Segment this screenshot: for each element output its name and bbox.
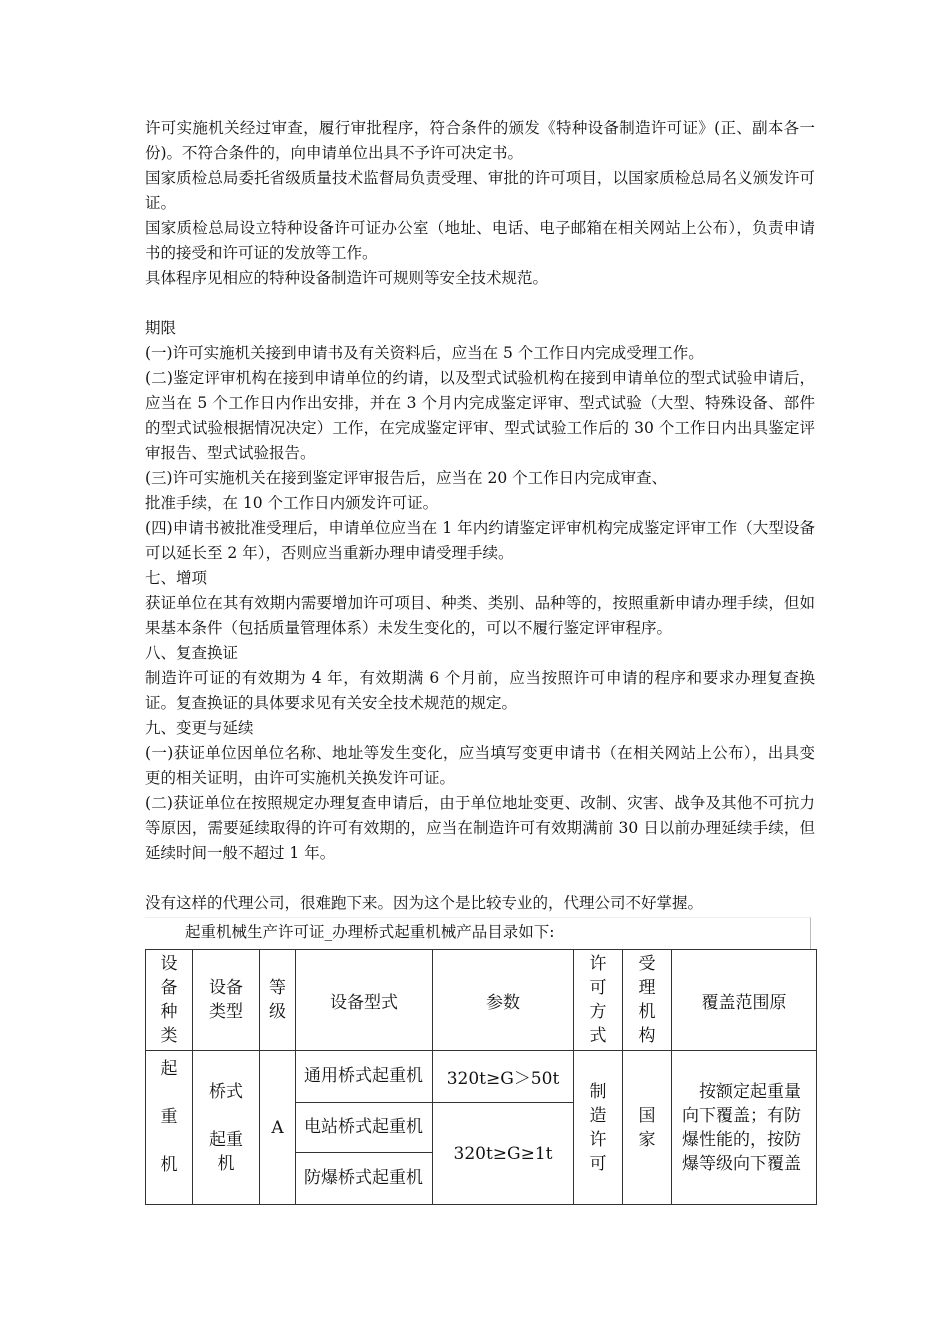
cell-permit: 制 造 许 可 [574,1051,623,1205]
header-agency: 受 理 机 构 [623,950,672,1051]
paragraph: 国家质检总局设立特种设备许可证办公室（地址、电话、电子邮箱在相关网站上公布），负责申请书的接受和许可证的发放等工作。 [145,219,815,262]
paragraph: 具体程序见相应的特种设备制造许可规则等安全技术规范。 [145,269,549,287]
paragraph: (二)获证单位在按照规定办理复查申请后，由于单位地址变更、改制、灾害、战争及其他不可抗力等原因，需要延续取得的许可有效期的，应当在制造许可有效期满前 30 日以前办理延续手续，但延续时间一般不超过 1 年。 [145,794,815,862]
header-type: 设备 类型 [193,950,260,1051]
cell-grade: A [260,1051,296,1205]
header-grade: 等 级 [260,950,296,1051]
paragraph: (三)许可实施机关在接到鉴定评审报告后，应当在 20 个工作日内完成审查、 [145,469,668,487]
table-header-row [146,950,817,1051]
paragraph: 国家质检总局委托省级质量技术监督局负责受理、审批的许可项目，以国家质检总局名义颁发许可证。 [145,169,815,212]
header-param: 参数 [433,950,574,1051]
paragraph: 制造许可证的有效期为 4 年，有效期满 6 个月前，应当按照许可申请的程序和要求办理复查换证。复查换证的具体要求见有关安全技术规范的规定。 [145,669,815,712]
cell-param: 320t≥G≥1t [433,1103,574,1205]
paragraph: 批准手续，在 10 个工作日内颁发许可证。 [145,494,439,512]
section-heading: 七、增项 [145,569,208,587]
paragraph: (一)许可实施机关接到申请书及有关资料后，应当在 5 个工作日内完成受理工作。 [145,344,704,362]
document-body [145,116,815,916]
section-heading: 期限 [145,319,177,337]
cell-model: 电站桥式起重机 [296,1103,433,1153]
cell-category: 起 重 机 [146,1051,193,1205]
paragraph: 没有这样的代理公司，很难跑下来。因为这个是比较专业的，代理公司不好掌握。 [145,894,704,912]
header-scope: 覆盖范围原 [672,950,817,1051]
header-permit: 许 可 方 式 [574,950,623,1051]
paragraph: (一)获证单位因单位名称、地址等发生变化，应当填写变更申请书（在相关网站上公布），出具变更的相关证明，由许可实施机关换发许可证。 [145,744,815,787]
cell-agency: 国 家 [623,1051,672,1205]
cell-type: 桥式 起重 机 [193,1051,260,1205]
cell-model: 防爆桥式起重机 [296,1153,433,1205]
table-row [146,1051,817,1103]
header-category: 设 备 种 类 [146,950,193,1051]
section-heading: 八、复查换证 [145,644,239,662]
paragraph: (二)鉴定评审机构在接到申请单位的约请，以及型式试验机构在接到申请单位的型式试验申请后，应当在 5 个工作日内作出安排，并在 3 个月内完成鉴定评审、型式试验（大型、特殊设备、部件的型式试验根据情况决定）工作，在完成鉴定评审、型式试验工作后的 30 个工作日内出具鉴定评审报告、型式试验报告。 [145,369,815,462]
product-catalog-table [145,949,817,1205]
paragraph: 许可实施机关经过审查，履行审批程序，符合条件的颁发《特种设备制造许可证》(正、副本各一份)。不符合条件的，向申请单位出具不予许可决定书。 [145,119,815,162]
cell-param: 320t≥G＞50t [433,1051,574,1103]
paragraph: 获证单位在其有效期内需要增加许可项目、种类、类别、品种等的，按照重新申请办理手续，但如果基本条件（包括质量管理体系）未发生变化的，可以不履行鉴定评审程序。 [145,594,815,637]
cell-model: 通用桥式起重机 [296,1051,433,1103]
section-heading: 九、变更与延续 [145,719,254,737]
table-caption-box [145,917,811,950]
cell-scope: 按额定起重量向下覆盖；有防爆性能的，按防爆等级向下覆盖 [672,1051,817,1205]
header-model: 设备型式 [296,950,433,1051]
table-caption: 起重机械生产许可证_办理桥式起重机械产品目录如下: [185,923,555,941]
paragraph: (四)申请书被批准受理后，申请单位应当在 1 年内约请鉴定评审机构完成鉴定评审工作（大型设备可以延长至 2 年），否则应当重新办理申请受理手续。 [145,519,815,562]
